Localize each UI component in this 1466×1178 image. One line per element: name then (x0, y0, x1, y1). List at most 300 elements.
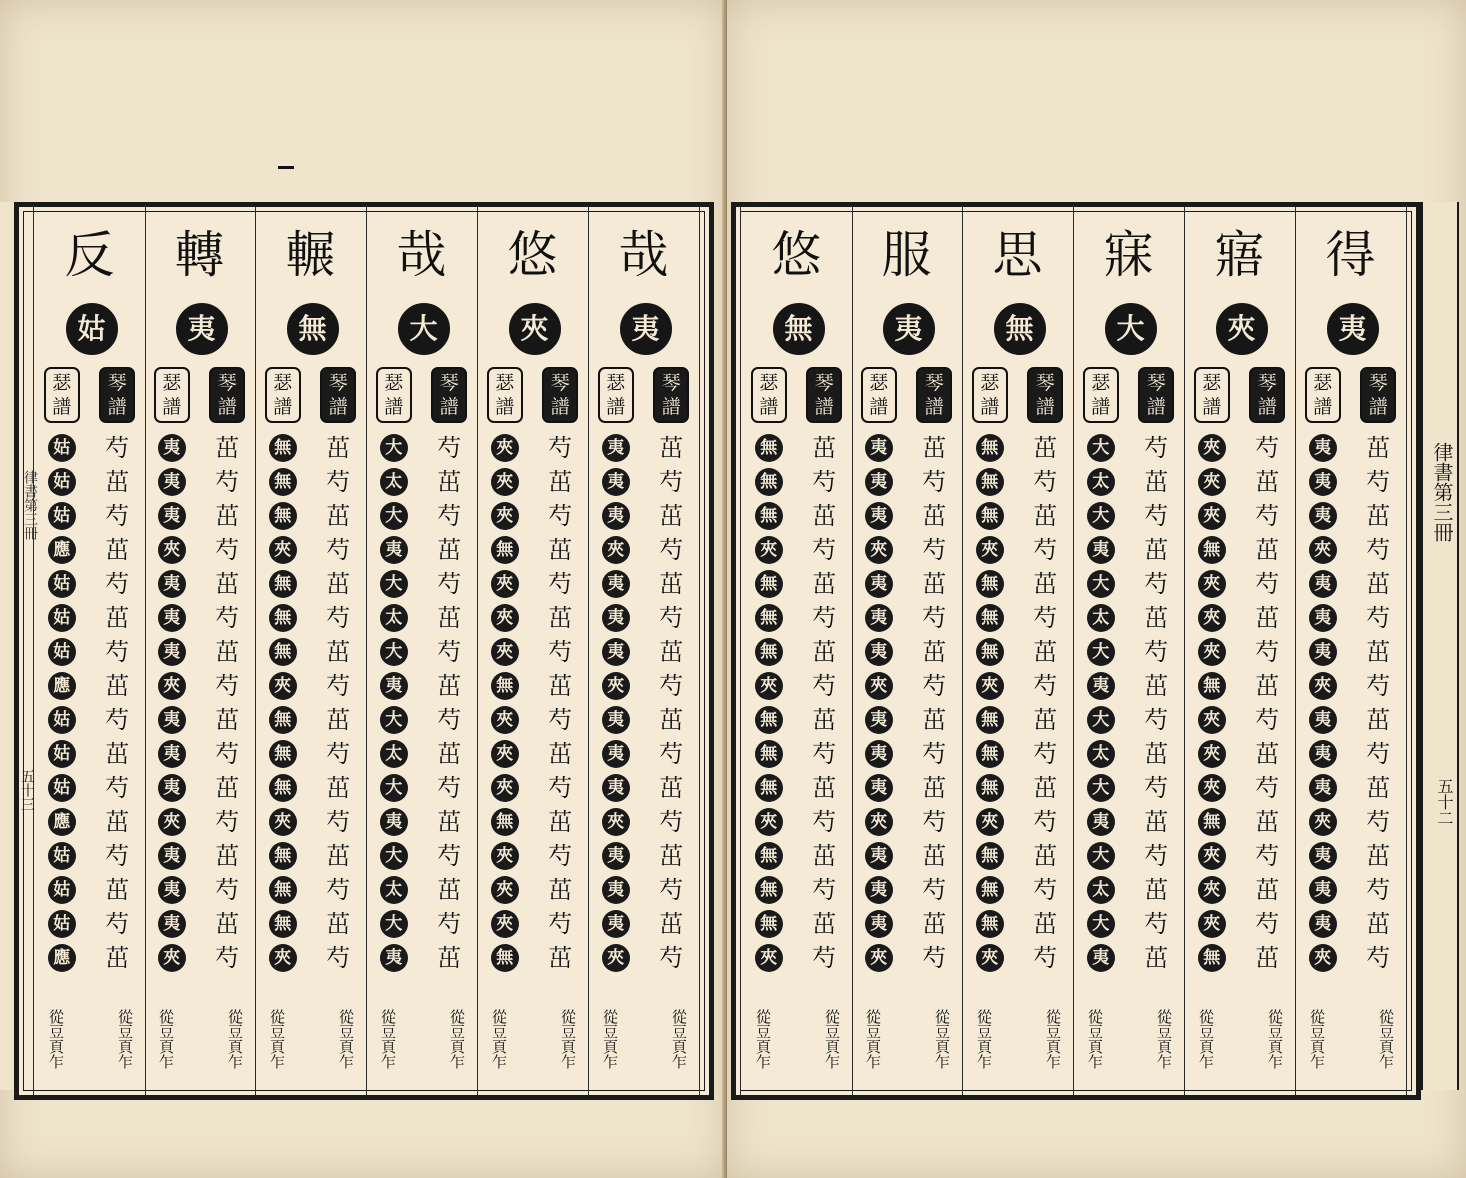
qin-notation-cell: 芍 (1255, 706, 1280, 734)
se-notation-cell: 姑 (48, 740, 76, 768)
qin-notation-cell: 芍 (1366, 672, 1391, 700)
tablature-column (1073, 207, 1185, 1095)
qin-notation-cell: 茁 (548, 944, 573, 972)
qin-notation-cell: 芍 (1144, 638, 1169, 666)
se-notation-cell: 夾 (158, 944, 186, 972)
qin-cells (797, 431, 853, 975)
qin-notation-cell: 茁 (437, 468, 462, 496)
se-notation-cell: 無 (491, 672, 519, 700)
se-tablature-label: 瑟譜 (376, 367, 412, 423)
qin-notation-cell: 芍 (105, 774, 130, 802)
qin-notation-cell: 芍 (105, 502, 130, 530)
qin-tablature-label: 琴譜 (916, 367, 952, 423)
qin-notation-cell: 芍 (326, 672, 351, 700)
qin-notation-cell: 芍 (659, 944, 684, 972)
qin-notation-cell: 芍 (1255, 774, 1280, 802)
se-notation-cell: 無 (755, 604, 783, 632)
tablature-column (740, 207, 853, 1095)
se-notation-cell: 夷 (380, 808, 408, 836)
se-notation-cell: 夷 (1309, 638, 1337, 666)
pitch-badge: 無 (773, 303, 825, 355)
se-notation-cell: 無 (269, 502, 297, 530)
qin-notation-cell: 芍 (437, 706, 462, 734)
se-cells (1184, 431, 1240, 975)
se-notation-cell: 夷 (865, 604, 893, 632)
pitch-badge: 夷 (620, 303, 672, 355)
qin-notation-cell: 芍 (1033, 672, 1058, 700)
se-notation-cell: 夷 (158, 774, 186, 802)
se-notation-cell: 夷 (1309, 740, 1337, 768)
se-notation-cell: 夾 (158, 808, 186, 836)
se-notation-cell: 夷 (602, 876, 630, 904)
column-footer: 從豆頁乍 (823, 1009, 841, 1069)
se-notation-cell: 夾 (976, 808, 1004, 836)
right-sidebar-page-number: 五十二 (1435, 778, 1454, 826)
column-footer: 從豆頁乍 (379, 1009, 397, 1069)
column-footer: 從豆頁乍 (670, 1009, 688, 1069)
column-footer: 從豆頁乍 (116, 1009, 134, 1069)
qin-notation-cell: 茁 (437, 672, 462, 700)
qin-notation-cell: 芍 (437, 910, 462, 938)
qin-notation-cell: 芍 (1255, 570, 1280, 598)
se-notation-cell: 無 (976, 638, 1004, 666)
se-notation-cell: 無 (755, 638, 783, 666)
se-notation-cell: 無 (976, 876, 1004, 904)
qin-notation-cell: 茁 (437, 536, 462, 564)
se-notation-cell: 夷 (865, 570, 893, 598)
lyric-character: 哉 (396, 226, 447, 284)
qin-subcolumn (907, 367, 963, 975)
qin-notation-cell: 芍 (437, 842, 462, 870)
qin-notation-cell: 茁 (812, 434, 837, 462)
se-notation-cell: 夾 (491, 774, 519, 802)
qin-notation-cell: 芍 (1033, 604, 1058, 632)
se-notation-cell: 無 (269, 434, 297, 462)
se-notation-cell: 夷 (865, 502, 893, 530)
qin-tablature-label: 琴譜 (806, 367, 842, 423)
left-table-frame (14, 202, 714, 1100)
se-notation-cell: 夾 (976, 536, 1004, 564)
qin-notation-cell: 芍 (1144, 570, 1169, 598)
se-notation-cell: 夷 (1087, 672, 1115, 700)
qin-notation-cell: 茁 (922, 910, 947, 938)
se-notation-cell: 夷 (1309, 842, 1337, 870)
column-footer: 從豆頁乍 (1377, 1009, 1395, 1069)
se-cells (588, 431, 644, 975)
se-subcolumn (34, 367, 90, 975)
qin-notation-cell: 茁 (215, 910, 240, 938)
se-notation-cell: 夷 (602, 774, 630, 802)
se-notation-cell: 太 (380, 740, 408, 768)
qin-notation-cell: 芍 (1033, 808, 1058, 836)
qin-notation-cell: 茁 (105, 672, 130, 700)
qin-subcolumn (422, 367, 478, 975)
qin-notation-cell: 茁 (1366, 842, 1391, 870)
pitch-badge: 夷 (176, 303, 228, 355)
se-notation-cell: 無 (269, 468, 297, 496)
lyric-character: 轉 (174, 226, 225, 284)
qin-notation-cell: 茁 (1255, 876, 1280, 904)
se-notation-cell: 夷 (602, 706, 630, 734)
se-notation-cell: 夷 (1309, 876, 1337, 904)
qin-notation-cell: 茁 (922, 774, 947, 802)
se-subcolumn (477, 367, 533, 975)
qin-notation-cell: 芍 (326, 604, 351, 632)
qin-notation-cell: 芍 (326, 944, 351, 972)
tablature-column (366, 207, 478, 1095)
se-notation-cell: 夷 (1309, 774, 1337, 802)
qin-notation-cell: 茁 (548, 536, 573, 564)
qin-subcolumn (311, 367, 367, 975)
se-notation-cell: 夷 (158, 604, 186, 632)
se-notation-cell: 夷 (865, 910, 893, 938)
qin-notation-cell: 茁 (326, 910, 351, 938)
se-notation-cell: 大 (380, 706, 408, 734)
pitch-badge: 無 (994, 303, 1046, 355)
qin-notation-cell: 茁 (215, 434, 240, 462)
se-notation-cell: 夷 (1087, 536, 1115, 564)
qin-notation-cell: 茁 (922, 434, 947, 462)
se-notation-cell: 夾 (865, 672, 893, 700)
se-notation-cell: 姑 (48, 876, 76, 904)
qin-notation-cell: 芍 (437, 570, 462, 598)
lyric-character: 思 (992, 226, 1043, 284)
qin-tablature-label: 琴譜 (1138, 367, 1174, 423)
se-notation-cell: 姑 (48, 774, 76, 802)
qin-notation-cell: 茁 (659, 842, 684, 870)
se-notation-cell: 夾 (755, 944, 783, 972)
qin-notation-cell: 芍 (326, 808, 351, 836)
qin-notation-cell: 芍 (659, 468, 684, 496)
pitch-badge: 夾 (1216, 303, 1268, 355)
se-notation-cell: 無 (976, 706, 1004, 734)
qin-cells (533, 431, 589, 975)
se-notation-cell: 夷 (602, 468, 630, 496)
se-notation-cell: 無 (269, 842, 297, 870)
se-notation-cell: 夷 (158, 502, 186, 530)
qin-notation-cell: 茁 (105, 740, 130, 768)
qin-notation-cell: 芍 (812, 876, 837, 904)
qin-notation-cell: 芍 (1144, 910, 1169, 938)
se-notation-cell: 大 (1087, 774, 1115, 802)
qin-notation-cell: 芍 (215, 944, 240, 972)
se-notation-cell: 夾 (491, 570, 519, 598)
qin-notation-cell: 芍 (1144, 434, 1169, 462)
se-notation-cell: 夾 (269, 944, 297, 972)
se-notation-cell: 無 (755, 434, 783, 462)
se-cells (1073, 431, 1129, 975)
se-notation-cell: 夷 (158, 910, 186, 938)
se-notation-cell: 夷 (865, 842, 893, 870)
qin-notation-cell: 茁 (1366, 638, 1391, 666)
se-notation-cell: 大 (380, 774, 408, 802)
qin-notation-cell: 芍 (105, 910, 130, 938)
se-notation-cell: 無 (269, 910, 297, 938)
se-notation-cell: 姑 (48, 842, 76, 870)
qin-notation-cell: 茁 (105, 808, 130, 836)
qin-notation-cell: 茁 (1366, 502, 1391, 530)
qin-subcolumn (200, 367, 256, 975)
qin-notation-cell: 茁 (812, 570, 837, 598)
lyric-character: 寤 (1214, 226, 1265, 284)
se-notation-cell: 夷 (158, 842, 186, 870)
column-footer: 從豆頁乍 (864, 1009, 882, 1069)
se-notation-cell: 夷 (602, 434, 630, 462)
se-notation-cell: 太 (1087, 468, 1115, 496)
se-notation-cell: 無 (976, 910, 1004, 938)
qin-cells (907, 431, 963, 975)
lyric-character: 悠 (507, 226, 558, 284)
qin-notation-cell: 茁 (326, 774, 351, 802)
qin-cells (311, 431, 367, 975)
se-notation-cell: 夾 (491, 910, 519, 938)
qin-notation-cell: 芍 (812, 468, 837, 496)
qin-notation-cell: 芍 (659, 740, 684, 768)
qin-cells (1129, 431, 1185, 975)
se-notation-cell: 夾 (1198, 570, 1226, 598)
se-cells (741, 431, 797, 975)
column-footer: 從豆頁乍 (754, 1009, 772, 1069)
se-notation-cell: 姑 (48, 638, 76, 666)
qin-notation-cell: 芍 (1255, 638, 1280, 666)
se-notation-cell: 夾 (491, 842, 519, 870)
qin-notation-cell: 茁 (1033, 774, 1058, 802)
qin-notation-cell: 茁 (1366, 910, 1391, 938)
qin-notation-cell: 芍 (1033, 944, 1058, 972)
tablature-column (588, 207, 700, 1095)
left-page (0, 0, 727, 1178)
tablature-column (962, 207, 1074, 1095)
qin-notation-cell: 芍 (1366, 468, 1391, 496)
qin-notation-cell: 芍 (659, 876, 684, 904)
qin-notation-cell: 茁 (1033, 502, 1058, 530)
qin-cells (1351, 431, 1407, 975)
qin-notation-cell: 茁 (922, 570, 947, 598)
se-cells (255, 431, 311, 975)
qin-notation-cell: 茁 (1144, 876, 1169, 904)
qin-notation-cell: 芍 (215, 604, 240, 632)
column-footer: 從豆頁乍 (1266, 1009, 1284, 1069)
se-notation-cell: 夾 (491, 740, 519, 768)
qin-notation-cell: 茁 (1144, 604, 1169, 632)
se-notation-cell: 無 (491, 944, 519, 972)
se-notation-cell: 夾 (158, 672, 186, 700)
column-footer: 從豆頁乍 (601, 1009, 619, 1069)
se-notation-cell: 無 (1198, 536, 1226, 564)
qin-notation-cell: 芍 (1255, 842, 1280, 870)
se-notation-cell: 夷 (865, 774, 893, 802)
se-subcolumn (962, 367, 1018, 975)
se-notation-cell: 姑 (48, 706, 76, 734)
se-notation-cell: 夾 (491, 502, 519, 530)
qin-notation-cell: 茁 (812, 638, 837, 666)
qin-notation-cell: 芍 (1255, 910, 1280, 938)
qin-notation-cell: 茁 (659, 706, 684, 734)
qin-notation-cell: 茁 (1255, 604, 1280, 632)
se-cells (477, 431, 533, 975)
qin-notation-cell: 茁 (326, 638, 351, 666)
se-notation-cell: 無 (1198, 808, 1226, 836)
pitch-badge: 夷 (883, 303, 935, 355)
se-notation-cell: 夾 (1198, 638, 1226, 666)
se-notation-cell: 無 (269, 876, 297, 904)
se-notation-cell: 夾 (1198, 434, 1226, 462)
qin-notation-cell: 芍 (922, 672, 947, 700)
qin-notation-cell: 芍 (1033, 740, 1058, 768)
qin-notation-cell: 芍 (215, 876, 240, 904)
se-notation-cell: 夾 (491, 468, 519, 496)
qin-cells (1018, 431, 1074, 975)
qin-notation-cell: 茁 (215, 502, 240, 530)
se-notation-cell: 無 (269, 604, 297, 632)
qin-notation-cell: 芍 (105, 638, 130, 666)
se-subcolumn (1295, 367, 1351, 975)
se-notation-cell: 夷 (158, 876, 186, 904)
se-notation-cell: 夾 (491, 638, 519, 666)
se-notation-cell: 夾 (865, 944, 893, 972)
column-footer: 從豆頁乍 (1086, 1009, 1104, 1069)
se-notation-cell: 無 (269, 774, 297, 802)
qin-notation-cell: 茁 (1366, 570, 1391, 598)
qin-notation-cell: 茁 (1144, 672, 1169, 700)
qin-cells (644, 431, 700, 975)
qin-tablature-label: 琴譜 (1027, 367, 1063, 423)
se-notation-cell: 無 (755, 570, 783, 598)
se-subcolumn (588, 367, 644, 975)
qin-notation-cell: 茁 (215, 570, 240, 598)
qin-notation-cell: 茁 (812, 706, 837, 734)
qin-notation-cell: 茁 (437, 944, 462, 972)
column-footer: 從豆頁乍 (47, 1009, 65, 1069)
column-footer: 從豆頁乍 (559, 1009, 577, 1069)
qin-notation-cell: 芍 (548, 842, 573, 870)
pitch-badge: 夷 (1327, 303, 1379, 355)
qin-cells (422, 431, 478, 975)
se-notation-cell: 無 (755, 774, 783, 802)
qin-subcolumn (1351, 367, 1407, 975)
tablature-column (477, 207, 589, 1095)
se-notation-cell: 夷 (1309, 434, 1337, 462)
se-notation-cell: 無 (976, 740, 1004, 768)
se-notation-cell: 無 (1198, 944, 1226, 972)
right-table-frame (731, 202, 1421, 1100)
qin-notation-cell: 芍 (548, 774, 573, 802)
qin-notation-cell: 芍 (105, 706, 130, 734)
se-cells (144, 431, 200, 975)
se-notation-cell: 夾 (976, 672, 1004, 700)
se-notation-cell: 無 (269, 570, 297, 598)
lyric-character: 寐 (1103, 226, 1154, 284)
column-footer: 從豆頁乍 (1308, 1009, 1326, 1069)
se-tablature-label: 瑟譜 (751, 367, 787, 423)
qin-notation-cell: 茁 (548, 740, 573, 768)
se-notation-cell: 夾 (1198, 740, 1226, 768)
qin-notation-cell: 芍 (548, 434, 573, 462)
qin-notation-cell: 茁 (548, 876, 573, 904)
se-notation-cell: 夷 (602, 502, 630, 530)
qin-notation-cell: 茁 (659, 570, 684, 598)
se-cells (1295, 431, 1351, 975)
se-notation-cell: 夾 (865, 808, 893, 836)
tablature-column (255, 207, 367, 1095)
se-notation-cell: 無 (1198, 672, 1226, 700)
tablature-column (33, 207, 146, 1095)
qin-notation-cell: 芍 (922, 944, 947, 972)
qin-notation-cell: 芍 (1366, 944, 1391, 972)
se-notation-cell: 無 (976, 502, 1004, 530)
pitch-badge: 姑 (66, 303, 118, 355)
se-notation-cell: 夷 (158, 570, 186, 598)
lyric-character: 反 (64, 226, 115, 284)
qin-notation-cell: 茁 (215, 774, 240, 802)
se-notation-cell: 夾 (1198, 604, 1226, 632)
qin-notation-cell: 茁 (1255, 740, 1280, 768)
se-notation-cell: 無 (976, 570, 1004, 598)
qin-notation-cell: 茁 (437, 876, 462, 904)
qin-notation-cell: 芍 (922, 604, 947, 632)
se-notation-cell: 無 (976, 604, 1004, 632)
qin-notation-cell: 芍 (812, 740, 837, 768)
se-notation-cell: 大 (380, 842, 408, 870)
qin-notation-cell: 茁 (812, 842, 837, 870)
tablature-column (144, 207, 256, 1095)
qin-tablature-label: 琴譜 (431, 367, 467, 423)
qin-subcolumn (533, 367, 589, 975)
qin-notation-cell: 芍 (922, 536, 947, 564)
se-tablature-label: 瑟譜 (861, 367, 897, 423)
left-sidebar-book-title: 律書第三冊 (22, 470, 38, 540)
qin-notation-cell: 茁 (1255, 672, 1280, 700)
qin-notation-cell: 芍 (215, 468, 240, 496)
qin-notation-cell: 茁 (1255, 944, 1280, 972)
se-notation-cell: 太 (1087, 876, 1115, 904)
qin-notation-cell: 茁 (105, 944, 130, 972)
qin-notation-cell: 茁 (1144, 808, 1169, 836)
se-notation-cell: 無 (755, 706, 783, 734)
se-notation-cell: 夷 (158, 468, 186, 496)
qin-notation-cell: 芍 (1144, 706, 1169, 734)
qin-notation-cell: 茁 (1033, 638, 1058, 666)
qin-tablature-label: 琴譜 (99, 367, 135, 423)
qin-notation-cell: 芍 (326, 876, 351, 904)
se-notation-cell: 夾 (976, 944, 1004, 972)
qin-notation-cell: 茁 (1033, 570, 1058, 598)
se-notation-cell: 無 (269, 638, 297, 666)
qin-notation-cell: 茁 (659, 910, 684, 938)
qin-subcolumn (1240, 367, 1296, 975)
qin-notation-cell: 芍 (812, 672, 837, 700)
qin-notation-cell: 茁 (1144, 740, 1169, 768)
qin-notation-cell: 芍 (437, 638, 462, 666)
qin-notation-cell: 茁 (105, 604, 130, 632)
qin-notation-cell: 茁 (105, 536, 130, 564)
se-notation-cell: 姑 (48, 604, 76, 632)
se-tablature-label: 瑟譜 (487, 367, 523, 423)
se-notation-cell: 夾 (1198, 842, 1226, 870)
se-notation-cell: 大 (1087, 570, 1115, 598)
se-notation-cell: 夾 (865, 536, 893, 564)
right-sidebar-book-title: 律書第三冊 (1430, 442, 1454, 542)
se-notation-cell: 大 (1087, 910, 1115, 938)
column-footer: 從豆頁乍 (1155, 1009, 1173, 1069)
se-notation-cell: 夾 (1198, 774, 1226, 802)
se-notation-cell: 應 (48, 672, 76, 700)
se-notation-cell: 夷 (380, 944, 408, 972)
se-notation-cell: 夷 (380, 536, 408, 564)
se-notation-cell: 無 (755, 468, 783, 496)
qin-tablature-label: 琴譜 (320, 367, 356, 423)
pitch-badge: 大 (398, 303, 450, 355)
